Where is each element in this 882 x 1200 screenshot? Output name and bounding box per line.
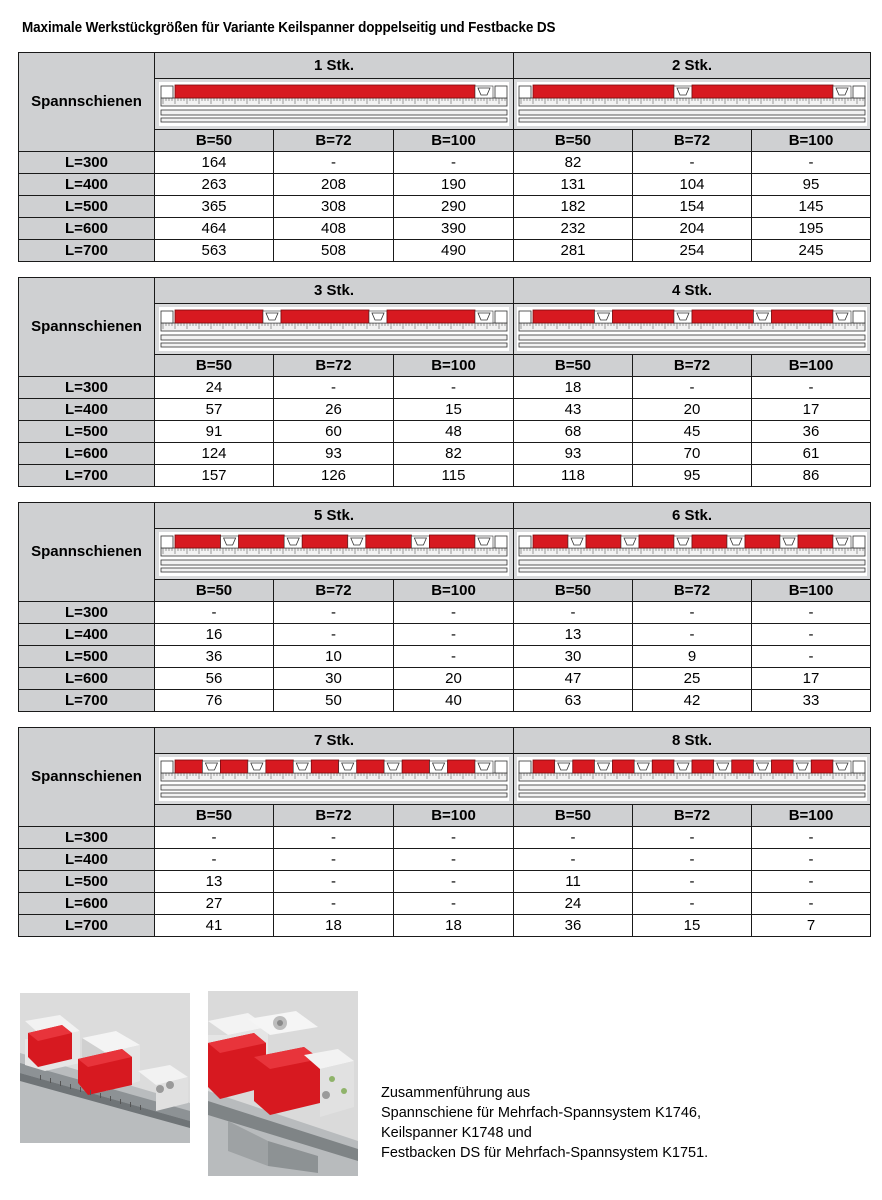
table-cell-value: 365	[155, 196, 274, 218]
workpiece-block	[175, 85, 475, 98]
workpiece-block	[745, 535, 780, 548]
table-cell-value: 76	[155, 690, 274, 712]
table-cell-value: 36	[155, 646, 274, 668]
table-cell-value: 36	[514, 915, 633, 937]
row-label-length: L=600	[19, 218, 155, 240]
row-header-label: Spannschienen	[19, 503, 155, 602]
table-cell-value: 11	[514, 871, 633, 893]
table-cell-value: 93	[274, 443, 394, 465]
table-cell-value: 17	[752, 668, 871, 690]
table-cell-value: 36	[752, 421, 871, 443]
column-header-width: B=100	[752, 805, 871, 827]
row-label-length: L=400	[19, 174, 155, 196]
workpiece-block	[772, 760, 794, 773]
table-cell-value: 7	[752, 915, 871, 937]
workpiece-block	[772, 310, 834, 323]
table-cell-value: -	[633, 871, 752, 893]
table-cell-value: 15	[633, 915, 752, 937]
row-header-label: Spannschienen	[19, 278, 155, 377]
table-cell-value: 27	[155, 893, 274, 915]
row-label-length: L=700	[19, 915, 155, 937]
column-header-width: B=72	[633, 805, 752, 827]
table-cell-value: -	[155, 849, 274, 871]
workpiece-block	[652, 760, 674, 773]
table-cell-value: 30	[274, 668, 394, 690]
rail-diagram-cell	[514, 304, 871, 355]
table-cell-value: -	[752, 624, 871, 646]
table-cell-value: -	[752, 849, 871, 871]
table-cell-value: 390	[394, 218, 514, 240]
column-header-width: B=100	[752, 130, 871, 152]
table-cell-value: 91	[155, 421, 274, 443]
column-header-width: B=50	[514, 580, 633, 602]
table-cell-value: 263	[155, 174, 274, 196]
workpiece-block	[366, 535, 412, 548]
size-table-section	[18, 727, 871, 937]
table-cell-value: 195	[752, 218, 871, 240]
workpiece-block	[533, 85, 674, 98]
table-cell-value: 45	[633, 421, 752, 443]
caption-line: Zusammenführung aus	[381, 1085, 531, 1101]
table-cell-value: 47	[514, 668, 633, 690]
table-cell-value: -	[394, 893, 514, 915]
column-header-width: B=100	[394, 580, 514, 602]
table-cell-value: -	[752, 152, 871, 174]
workpiece-block	[387, 310, 475, 323]
table-cell-value: -	[274, 893, 394, 915]
column-header-width: B=72	[633, 130, 752, 152]
table-cell-value: 86	[752, 465, 871, 487]
table-cell-value: 464	[155, 218, 274, 240]
table-cell-value: 281	[514, 240, 633, 262]
table-cell-value: 68	[514, 421, 633, 443]
column-header-width: B=100	[394, 805, 514, 827]
table-row	[19, 421, 871, 443]
workpiece-block	[613, 760, 635, 773]
workpiece-block	[533, 310, 595, 323]
row-label-length: L=500	[19, 871, 155, 893]
table-cell-value: 10	[274, 646, 394, 668]
workpiece-block	[302, 535, 348, 548]
table-row	[19, 624, 871, 646]
piece-count-header: 7 Stk.	[155, 728, 514, 754]
table-cell-value: 20	[633, 399, 752, 421]
table-cell-value: 60	[274, 421, 394, 443]
piece-count-header: 6 Stk.	[514, 503, 871, 529]
table-cell-value: -	[752, 871, 871, 893]
table-cell-value: -	[394, 871, 514, 893]
table-cell-value: 61	[752, 443, 871, 465]
table-row	[19, 827, 871, 849]
workpiece-block	[811, 760, 833, 773]
table-cell-value: -	[633, 602, 752, 624]
table-cell-value: -	[514, 827, 633, 849]
table-cell-value: 24	[155, 377, 274, 399]
table-cell-value: 40	[394, 690, 514, 712]
table-cell-value: -	[274, 871, 394, 893]
row-label-length: L=700	[19, 240, 155, 262]
rail-diagram-cell	[514, 529, 871, 580]
table-cell-value: 126	[274, 465, 394, 487]
table-cell-value: 18	[274, 915, 394, 937]
table-cell-value: 254	[633, 240, 752, 262]
piece-count-header: 1 Stk.	[155, 53, 514, 79]
workpiece-block	[798, 535, 833, 548]
row-label-length: L=700	[19, 465, 155, 487]
table-cell-value: 43	[514, 399, 633, 421]
table-cell-value: 164	[155, 152, 274, 174]
rail-diagram-4-pieces	[517, 307, 867, 351]
table-cell-value: 157	[155, 465, 274, 487]
workpiece-block	[175, 310, 263, 323]
table-cell-value: 70	[633, 443, 752, 465]
table-cell-value: -	[155, 602, 274, 624]
table-cell-value: 20	[394, 668, 514, 690]
row-label-length: L=400	[19, 849, 155, 871]
table-cell-value: -	[394, 849, 514, 871]
caption-line: Festbacken DS für Mehrfach-Spannsystem K1751.	[381, 1145, 709, 1161]
table-cell-value: -	[155, 827, 274, 849]
column-header-width: B=72	[633, 355, 752, 377]
row-label-length: L=300	[19, 377, 155, 399]
photo-clamping-overview	[20, 993, 190, 1143]
workpiece-block	[692, 310, 754, 323]
table-cell-value: 42	[633, 690, 752, 712]
table-row	[19, 240, 871, 262]
piece-count-header: 4 Stk.	[514, 278, 871, 304]
rail-diagram-cell	[155, 529, 514, 580]
table-cell-value: -	[394, 152, 514, 174]
row-label-length: L=500	[19, 646, 155, 668]
table-cell-value: -	[514, 849, 633, 871]
table-cell-value: 63	[514, 690, 633, 712]
table-cell-value: -	[752, 893, 871, 915]
table-cell-value: -	[633, 152, 752, 174]
table-cell-value: -	[633, 827, 752, 849]
row-label-length: L=400	[19, 399, 155, 421]
table-cell-value: 56	[155, 668, 274, 690]
table-cell-value: 208	[274, 174, 394, 196]
table-cell-value: -	[633, 849, 752, 871]
rail-diagram-cell	[155, 304, 514, 355]
table-cell-value: -	[752, 377, 871, 399]
table-row	[19, 399, 871, 421]
rail-diagram-2-pieces	[517, 82, 867, 126]
table-cell-value: 154	[633, 196, 752, 218]
workpiece-block	[692, 535, 727, 548]
workpiece-block	[311, 760, 338, 773]
table-cell-value: 93	[514, 443, 633, 465]
table-cell-value: 290	[394, 196, 514, 218]
table-cell-value: -	[394, 602, 514, 624]
table-cell-value: 9	[633, 646, 752, 668]
table-cell-value: -	[394, 624, 514, 646]
table-cell-value: -	[633, 377, 752, 399]
workpiece-block	[220, 760, 247, 773]
column-header-width: B=72	[633, 580, 752, 602]
table-cell-value: 82	[514, 152, 633, 174]
row-label-length: L=500	[19, 196, 155, 218]
table-cell-value: 95	[633, 465, 752, 487]
table-cell-value: 25	[633, 668, 752, 690]
workpiece-block	[533, 760, 555, 773]
table-cell-value: 26	[274, 399, 394, 421]
piece-count-header: 3 Stk.	[155, 278, 514, 304]
table-cell-value: 95	[752, 174, 871, 196]
piece-count-header: 2 Stk.	[514, 53, 871, 79]
table-row	[19, 646, 871, 668]
caption-line: Keilspanner K1748 und	[381, 1125, 532, 1141]
row-label-length: L=600	[19, 443, 155, 465]
table-cell-value: 508	[274, 240, 394, 262]
table-row	[19, 602, 871, 624]
table-cell-value: 57	[155, 399, 274, 421]
workpiece-block	[357, 760, 384, 773]
page-title: Maximale Werkstückgrößen für Variante Keilspanner doppelseitig und Festbacke DS	[22, 20, 556, 36]
table-row	[19, 152, 871, 174]
table-cell-value: -	[274, 602, 394, 624]
table-cell-value: 490	[394, 240, 514, 262]
column-header-width: B=72	[274, 580, 394, 602]
column-header-width: B=50	[155, 355, 274, 377]
table-cell-value: 124	[155, 443, 274, 465]
table-row	[19, 849, 871, 871]
table-cell-value: -	[274, 152, 394, 174]
table-row	[19, 174, 871, 196]
table-cell-value: 41	[155, 915, 274, 937]
row-label-length: L=300	[19, 602, 155, 624]
workpiece-block	[613, 310, 675, 323]
table-cell-value: 118	[514, 465, 633, 487]
row-header-label: Spannschienen	[19, 728, 155, 827]
table-cell-value: 104	[633, 174, 752, 196]
column-header-width: B=72	[274, 355, 394, 377]
workpiece-block	[533, 535, 568, 548]
caption	[381, 1083, 708, 1163]
workpiece-block	[175, 535, 221, 548]
column-header-width: B=50	[155, 580, 274, 602]
workpiece-block	[448, 760, 475, 773]
rail-diagram-8-pieces	[517, 757, 867, 801]
table-cell-value: 82	[394, 443, 514, 465]
row-label-length: L=600	[19, 668, 155, 690]
table-cell-value: 13	[155, 871, 274, 893]
table-cell-value: 33	[752, 690, 871, 712]
workpiece-block	[639, 535, 674, 548]
column-header-width: B=50	[514, 805, 633, 827]
row-label-length: L=500	[19, 421, 155, 443]
table-cell-value: 48	[394, 421, 514, 443]
table-cell-value: 145	[752, 196, 871, 218]
workpiece-block	[175, 760, 202, 773]
workpiece-block	[266, 760, 293, 773]
rail-diagram-cell	[514, 754, 871, 805]
table-cell-value: 204	[633, 218, 752, 240]
table-cell-value: -	[394, 646, 514, 668]
workpiece-block	[692, 760, 714, 773]
column-header-width: B=50	[155, 130, 274, 152]
table-cell-value: -	[274, 624, 394, 646]
row-header-label: Spannschienen	[19, 53, 155, 152]
rail-diagram-cell	[514, 79, 871, 130]
table-cell-value: 182	[514, 196, 633, 218]
table-row	[19, 377, 871, 399]
rail-diagram-5-pieces	[159, 532, 509, 576]
size-table-section	[18, 52, 871, 262]
table-cell-value: -	[752, 602, 871, 624]
row-label-length: L=600	[19, 893, 155, 915]
table-cell-value: 15	[394, 399, 514, 421]
table-cell-value: -	[752, 646, 871, 668]
table-cell-value: 50	[274, 690, 394, 712]
table-cell-value: -	[514, 602, 633, 624]
table-cell-value: -	[633, 624, 752, 646]
column-header-width: B=100	[752, 580, 871, 602]
rail-diagram-1-pieces	[159, 82, 509, 126]
table-cell-value: -	[394, 827, 514, 849]
table-cell-value: 30	[514, 646, 633, 668]
table-cell-value: 18	[514, 377, 633, 399]
table-cell-value: 24	[514, 893, 633, 915]
workpiece-block	[586, 535, 621, 548]
workpiece-block	[573, 760, 595, 773]
table-cell-value: -	[752, 827, 871, 849]
table-cell-value: 232	[514, 218, 633, 240]
table-row	[19, 465, 871, 487]
table-row	[19, 218, 871, 240]
table-cell-value: 115	[394, 465, 514, 487]
column-header-width: B=72	[274, 805, 394, 827]
table-cell-value: -	[394, 377, 514, 399]
table-cell-value: -	[633, 893, 752, 915]
row-label-length: L=300	[19, 827, 155, 849]
table-row	[19, 915, 871, 937]
photo-clamping-detail	[208, 991, 358, 1176]
table-row	[19, 690, 871, 712]
size-table-section	[18, 277, 871, 487]
workpiece-block	[692, 85, 833, 98]
table-cell-value: -	[274, 849, 394, 871]
workpiece-block	[239, 535, 285, 548]
workpiece-block	[732, 760, 754, 773]
row-label-length: L=300	[19, 152, 155, 174]
table-row	[19, 196, 871, 218]
row-label-length: L=400	[19, 624, 155, 646]
size-table-section	[18, 502, 871, 712]
table-row	[19, 668, 871, 690]
table-cell-value: 190	[394, 174, 514, 196]
column-header-width: B=50	[514, 355, 633, 377]
workpiece-block	[281, 310, 369, 323]
table-cell-value: 245	[752, 240, 871, 262]
workpiece-block	[429, 535, 475, 548]
table-cell-value: 308	[274, 196, 394, 218]
column-header-width: B=50	[155, 805, 274, 827]
table-cell-value: 131	[514, 174, 633, 196]
workpiece-block	[402, 760, 429, 773]
table-cell-value: 17	[752, 399, 871, 421]
table-row	[19, 893, 871, 915]
table-row	[19, 871, 871, 893]
table-row	[19, 443, 871, 465]
rail-diagram-3-pieces	[159, 307, 509, 351]
column-header-width: B=100	[394, 130, 514, 152]
piece-count-header: 5 Stk.	[155, 503, 514, 529]
column-header-width: B=50	[514, 130, 633, 152]
piece-count-header: 8 Stk.	[514, 728, 871, 754]
column-header-width: B=100	[752, 355, 871, 377]
table-cell-value: -	[274, 377, 394, 399]
rail-diagram-7-pieces	[159, 757, 509, 801]
column-header-width: B=100	[394, 355, 514, 377]
row-label-length: L=700	[19, 690, 155, 712]
table-cell-value: 16	[155, 624, 274, 646]
rail-diagram-cell	[155, 754, 514, 805]
table-cell-value: 563	[155, 240, 274, 262]
rail-diagram-cell	[155, 79, 514, 130]
table-cell-value: 408	[274, 218, 394, 240]
table-cell-value: -	[274, 827, 394, 849]
column-header-width: B=72	[274, 130, 394, 152]
caption-line: Spannschiene für Mehrfach-Spannsystem K1746,	[381, 1105, 701, 1121]
table-cell-value: 18	[394, 915, 514, 937]
table-cell-value: 13	[514, 624, 633, 646]
rail-diagram-6-pieces	[517, 532, 867, 576]
